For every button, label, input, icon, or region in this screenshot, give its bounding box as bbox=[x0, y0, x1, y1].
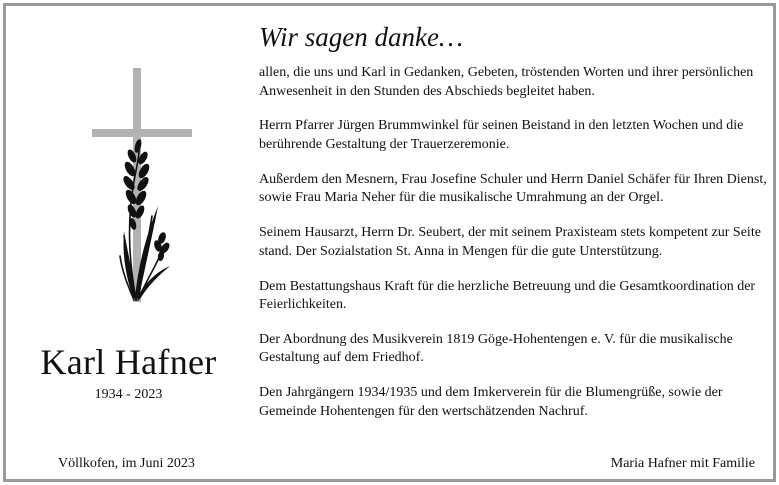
obituary-card bbox=[3, 3, 776, 482]
cross-with-grass-icon bbox=[86, 66, 196, 306]
memorial-column bbox=[6, 6, 251, 479]
thanks-column bbox=[259, 6, 769, 479]
thanks-paragraph: Der Abordnung des Musikverein 1819 Göge-Hohentengen e. V. für die musikalische Gestaltung auf dem Friedhof. bbox=[259, 331, 733, 366]
thanks-paragraph: Herrn Pfarrer Jürgen Brummwinkel für seinen Beistand in den letzten Wochen und die berührende Gestaltung der Trauerzeremonie. bbox=[259, 118, 744, 152]
place-and-date: Völlkofen, im Juni 2023 bbox=[58, 456, 195, 471]
thanks-paragraph: Außerdem den Mesnern, Frau Josefine Schuler und Herrn Daniel Schäfer für Ihren Dienst, sowie Frau Maria Neher für die musikalische Umrahmung an der Orgel. bbox=[259, 171, 767, 206]
thanks-paragraph: Den Jahrgängern 1934/1935 und dem Imkerverein für die Blumengrüße, sowie der Gemeinde Hohentengen für den wertschätzenden Nachruf. bbox=[259, 385, 723, 419]
thanks-paragraphs bbox=[259, 64, 769, 438]
life-years: 1934 - 2023 bbox=[94, 387, 163, 402]
thanks-paragraph: Seinem Hausarzt, Herrn Dr. Seubert, der mit seinem Praxisteam stets kompetent zur Seite stand. Der Sozialstation St. Anna in Mengen für die gute Unterstützung. bbox=[259, 225, 761, 259]
deceased-name: Karl Hafner bbox=[40, 342, 217, 382]
thanks-paragraph: Dem Bestattungshaus Kraft für die herzliche Betreuung und die Gesamtkoordination der Feierlichkeiten. bbox=[259, 278, 756, 313]
thanks-heading: Wir sagen danke… bbox=[259, 22, 463, 52]
thanks-paragraph: allen, die uns und Karl in Gedanken, Gebeten, tröstenden Worten und ihrer persönlichen Anwesenheit in den Stunden des Abschieds begleitet haben. bbox=[259, 65, 754, 99]
family-signature: Maria Hafner mit Familie bbox=[610, 456, 755, 471]
